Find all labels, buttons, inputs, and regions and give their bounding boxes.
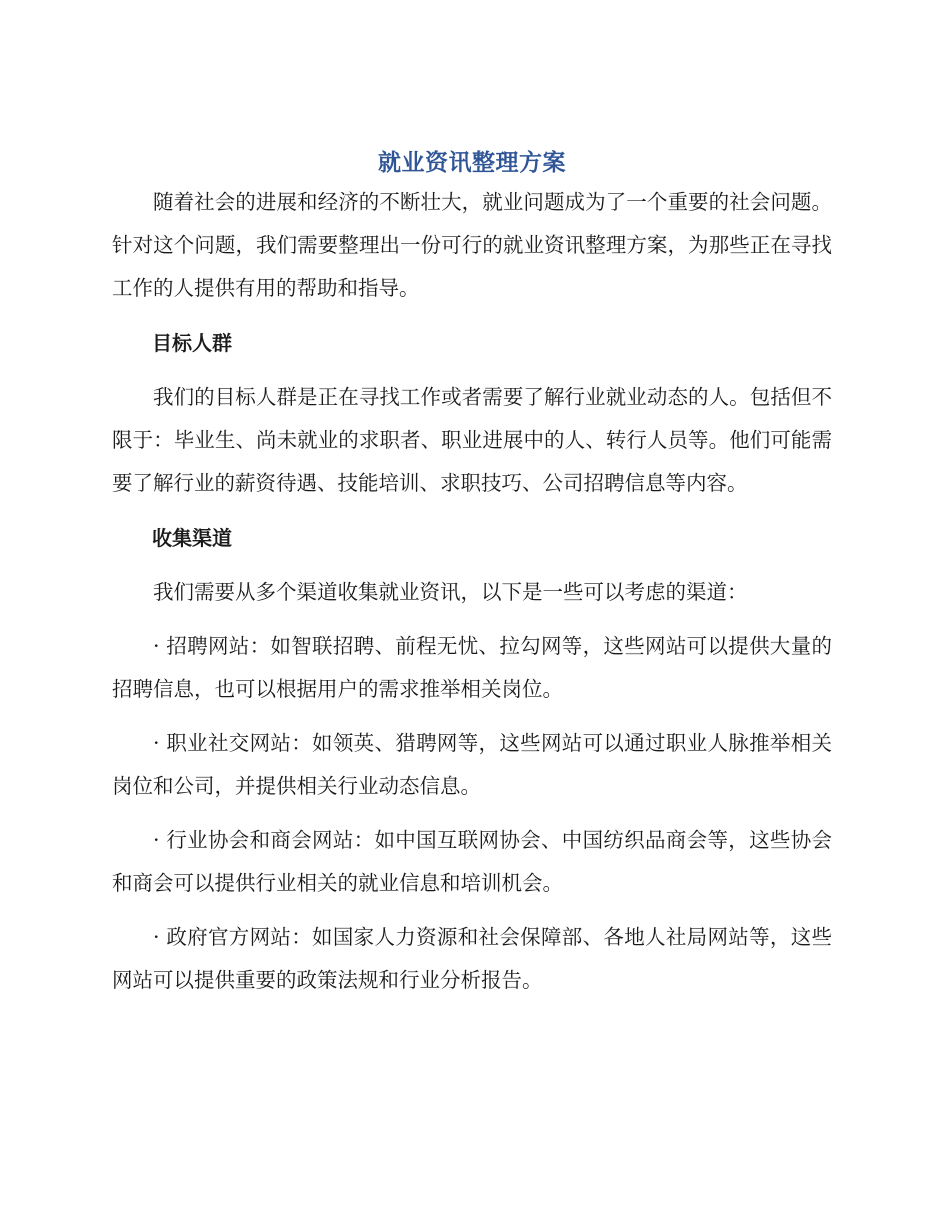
document-page — [112, 145, 832, 1002]
channels-intro-paragraph: 我们需要从多个渠道收集就业资讯，以下是一些可以考虑的渠道： — [153, 580, 748, 604]
intro-paragraph: 随着社会的进展和经济的不断壮大，就业问题成为了一个重要的社会问题。针对这个问题，我们需要整理出一份可行的就业资讯整理方案，为那些正在寻找工作的人提供有用的帮助和指导。 — [112, 190, 832, 300]
section-heading-target-audience: 目标人群 — [152, 331, 232, 355]
channel-item-industry-associations: · 行业协会和商会网站：如中国互联网协会、中国纺织品商会等，这些协会和商会可以提供行业相关的就业信息和培训机会。 — [112, 828, 832, 895]
channel-item-professional-social: · 职业社交网站：如领英、猎聘网等，这些网站可以通过职业人脉推举相关岗位和公司，并提供相关行业动态信息。 — [112, 731, 832, 798]
document-title: 就业资讯整理方案 — [378, 150, 566, 176]
target-audience-paragraph: 我们的目标人群是正在寻找工作或者需要了解行业就业动态的人。包括但不限于：毕业生、尚未就业的求职者、职业进展中的人、转行人员等。他们可能需要了解行业的薪资待遇、技能培训、求职技巧、公司招聘信息等内容。 — [112, 385, 832, 495]
channel-item-government-sites: · 政府官方网站：如国家人力资源和社会保障部、各地人社局网站等，这些网站可以提供重要的政策法规和行业分析报告。 — [112, 925, 832, 992]
section-heading-collection-channels: 收集渠道 — [152, 526, 232, 550]
channel-item-recruitment-sites: · 招聘网站：如智联招聘、前程无忧、拉勾网等，这些网站可以提供大量的招聘信息，也可以根据用户的需求推举相关岗位。 — [112, 634, 832, 701]
